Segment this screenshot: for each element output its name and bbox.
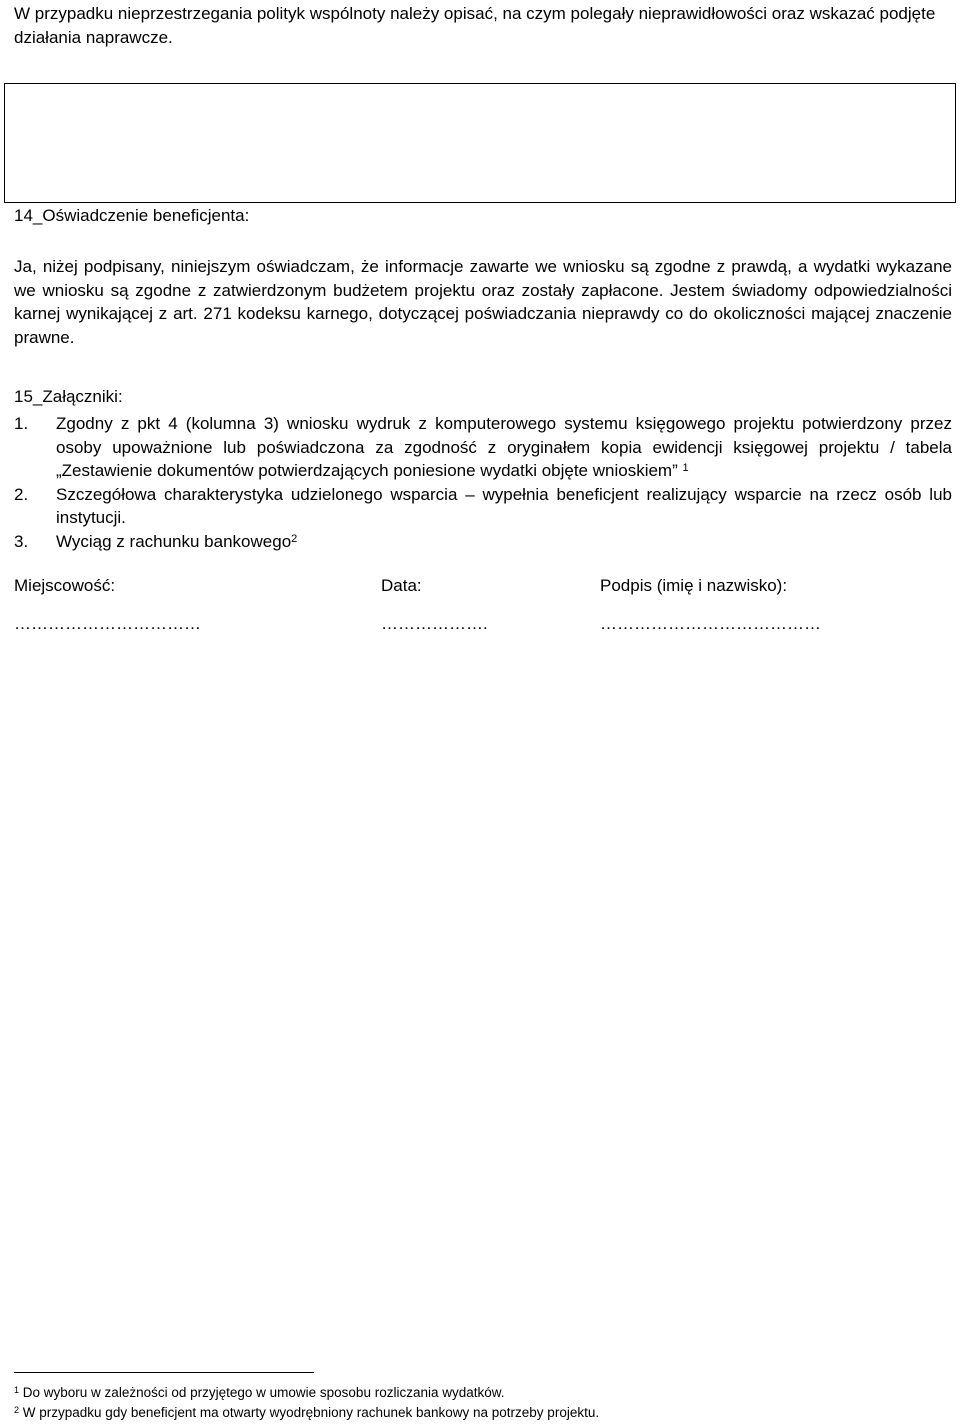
- section-15-heading: 15_Załączniki:: [14, 387, 123, 406]
- attachment-text: Szczegółowa charakterystyka udzielonego wsparcia – wypełnia beneficjent realizujący wsparcie na rzecz osób lub instytucji.: [56, 484, 952, 527]
- attachment-item: [14, 530, 952, 554]
- attachment-text: Wyciąg z rachunku bankowego: [56, 531, 292, 551]
- signature-label: Podpis (imię i nazwisko):: [600, 576, 788, 595]
- attachment-item: [14, 412, 952, 483]
- footnote-mark: 1: [14, 1385, 20, 1395]
- attachment-number: 2.: [14, 484, 29, 504]
- footnote-text: W przypadku gdy beneficjent ma otwarty wyodrębniony rachunek bankowy na potrzeby projektu.: [22, 1405, 600, 1420]
- section-14-body: Ja, niżej podpisany, niniejszym oświadczam, że informacje zawarte we wniosku są zgodne z prawdą, a wydatki wykazane we wniosku są zgodne z zatwierdzonym budżetem projektu oraz zostały zapłacone. Jestem świadomy odpowiedzialności karnej wynikającej z art. 271 kodeksu karnego, dotyczącej poświadczania nieprawdy co do okoliczności mającej znaczenie prawne.: [14, 257, 952, 347]
- signature-field[interactable]: …………………………………: [600, 614, 821, 633]
- footnote-ref: 2: [291, 532, 298, 545]
- intro-paragraph: W przypadku nieprzestrzegania polityk wspólnoty należy opisać, na czym polegały nieprawidłowości oraz wskazać podjęte działania naprawcze.: [14, 4, 936, 47]
- corrective-actions-box[interactable]: [4, 83, 956, 203]
- place-field[interactable]: ……………………………: [14, 614, 201, 633]
- place-label: Miejscowość:: [14, 576, 116, 595]
- footnote-mark: 2: [14, 1405, 20, 1415]
- section-14-heading: 14_Oświadczenie beneficjenta:: [14, 206, 250, 225]
- attachment-text: Zgodny z pkt 4 (kolumna 3) wniosku wydruk z komputerowego systemu księgowego projektu potwierdzony przez osoby upoważnione lub poświadczona za zgodność z oryginałem kopia ewidencji księgowej projektu / tabela „Zestawienie dokumentów potwierdzających poniesione wydatki objęte wnioskiem”: [56, 414, 952, 480]
- footnote-1: [14, 1385, 505, 1401]
- footnote-separator: [14, 1372, 314, 1373]
- attachment-number: 1.: [14, 414, 29, 433]
- date-field[interactable]: ……………….: [381, 614, 488, 633]
- date-label: Data:: [381, 576, 422, 595]
- attachment-number: 3.: [14, 531, 29, 551]
- footnote-2: [14, 1405, 599, 1421]
- attachments-list: [14, 412, 952, 553]
- footnote-text: Do wyboru w zależności od przyjętego w umowie sposobu rozliczania wydatków.: [22, 1385, 505, 1400]
- attachment-item: [14, 483, 952, 530]
- footnote-ref: 1: [682, 462, 689, 474]
